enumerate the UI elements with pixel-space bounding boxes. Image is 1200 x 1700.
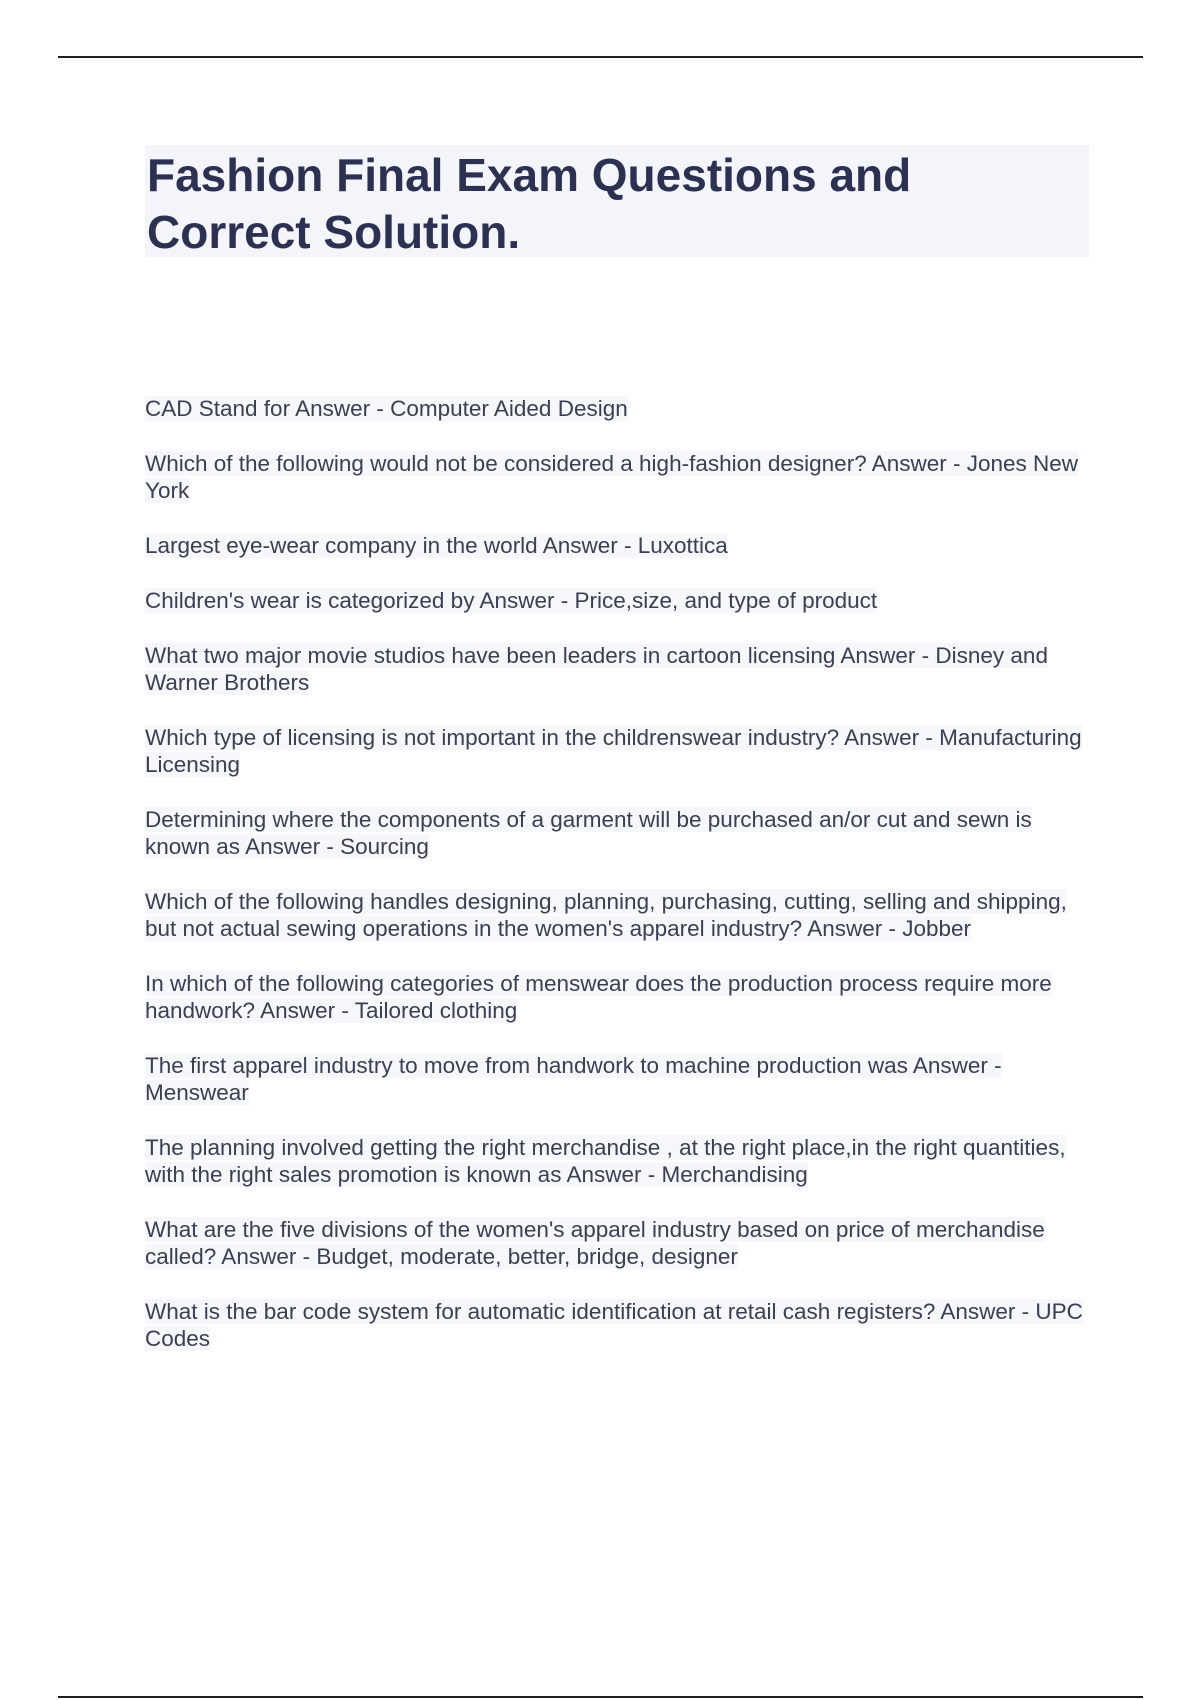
- qa-item-1: CAD Stand for Answer - Computer Aided Design: [145, 396, 628, 421]
- qa-item-11: The planning involved getting the right merchandise , at the right place,in the right quantities, with the right sales promotion is known as Answer - Merchandising: [145, 1135, 1066, 1187]
- qa-item-2: Which of the following would not be considered a high-fashion designer? Answer - Jones New York: [145, 451, 1079, 503]
- qa-item-13: What is the bar code system for automatic identification at retail cash registers? Answer - UPC Codes: [145, 1299, 1083, 1351]
- qa-item-6: Which type of licensing is not important in the childrenswear industry? Answer - Manufacturing Licensing: [145, 725, 1082, 777]
- qa-item-4: Children's wear is categorized by Answer - Price,size, and type of product: [145, 588, 878, 613]
- qa-list: [145, 395, 1095, 1380]
- bottom-rule: [58, 1696, 1143, 1698]
- qa-item-5: What two major movie studios have been leaders in cartoon licensing Answer - Disney and Warner Brothers: [145, 643, 1048, 695]
- qa-item-7: Determining where the components of a garment will be purchased an/or cut and sewn is known as Answer - Sourcing: [145, 807, 1032, 859]
- title-line-1: Fashion Final Exam Questions and: [147, 149, 912, 201]
- page-title: [147, 147, 1087, 261]
- qa-item-10: The first apparel industry to move from handwork to machine production was Answer - Menswear: [145, 1053, 1002, 1105]
- qa-item-9: In which of the following categories of menswear does the production process require more handwork? Answer - Tailored clothing: [145, 971, 1052, 1023]
- qa-item-3: Largest eye-wear company in the world Answer - Luxottica: [145, 533, 728, 558]
- qa-item-12: What are the five divisions of the women's apparel industry based on price of merchandise called? Answer - Budget, moderate, better, bridge, designer: [145, 1217, 1045, 1269]
- top-rule: [58, 56, 1143, 58]
- title-line-2: Correct Solution.: [147, 206, 521, 258]
- title-box: [145, 145, 1089, 257]
- qa-item-8: Which of the following handles designing, planning, purchasing, cutting, selling and shipping, but not actual sewing operations in the women's apparel industry? Answer - Jobber: [145, 889, 1067, 941]
